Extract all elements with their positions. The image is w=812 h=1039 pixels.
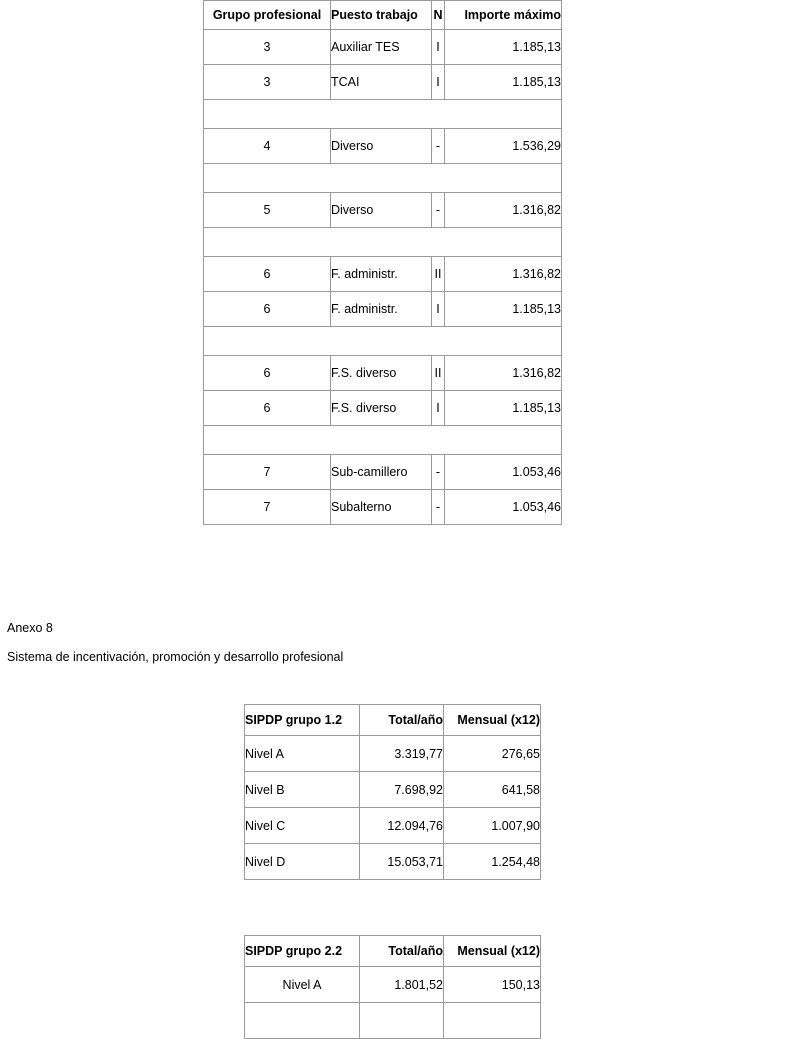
cell-grupo: 7 <box>204 455 331 490</box>
cell-puesto: F.S. diverso <box>331 356 432 391</box>
table-spacer-row <box>204 426 562 455</box>
cell-puesto: F.S. diverso <box>331 391 432 426</box>
cell-n: - <box>432 455 445 490</box>
table-row <box>204 30 562 65</box>
cell-puesto: F. administr. <box>331 292 432 327</box>
table-row <box>204 490 562 525</box>
anexo-heading: Anexo 8 <box>7 621 53 635</box>
cell-n: II <box>432 257 445 292</box>
cell-n: I <box>432 391 445 426</box>
sipdp-grupo-2-2-table-container <box>244 935 541 1039</box>
cell-importe: 1.185,13 <box>445 30 562 65</box>
column-header-sipdp-grupo: SIPDP grupo 2.2 <box>245 936 360 967</box>
cell-importe: 1.185,13 <box>445 292 562 327</box>
column-header-n: N <box>432 1 445 30</box>
table-row <box>245 844 541 880</box>
column-header-total-ano: Total/año <box>360 705 444 736</box>
cell-grupo: 6 <box>204 292 331 327</box>
cell-n: II <box>432 356 445 391</box>
cell-nivel: Nivel D <box>245 844 360 880</box>
cell-n: - <box>432 129 445 164</box>
column-header-puesto-trabajo: Puesto trabajo <box>331 1 432 30</box>
table-row <box>204 356 562 391</box>
cell-mensual: 641,58 <box>444 772 541 808</box>
cell-total: 1.801,52 <box>360 967 444 1003</box>
cell-importe: 1.316,82 <box>445 193 562 228</box>
cell-importe: 1.536,29 <box>445 129 562 164</box>
cell-nivel <box>245 1003 360 1039</box>
table-row <box>204 455 562 490</box>
table-row <box>245 736 541 772</box>
cell-nivel: Nivel C <box>245 808 360 844</box>
cell-grupo: 3 <box>204 30 331 65</box>
column-header-grupo-profesional: Grupo profesional <box>204 1 331 30</box>
cell-nivel: Nivel B <box>245 772 360 808</box>
cell-grupo: 4 <box>204 129 331 164</box>
cell-grupo: 3 <box>204 65 331 100</box>
cell-total: 12.094,76 <box>360 808 444 844</box>
cell-grupo: 6 <box>204 356 331 391</box>
cell-importe: 1.185,13 <box>445 65 562 100</box>
cell-grupo: 6 <box>204 257 331 292</box>
column-header-mensual: Mensual (x12) <box>444 705 541 736</box>
cell-importe: 1.053,46 <box>445 490 562 525</box>
cell-spacer <box>204 426 562 455</box>
sipdp-grupo-1-2-table <box>244 704 541 880</box>
cell-mensual: 150,13 <box>444 967 541 1003</box>
cell-spacer <box>204 164 562 193</box>
table-row <box>245 772 541 808</box>
cell-total <box>360 1003 444 1039</box>
cell-nivel: Nivel A <box>245 967 360 1003</box>
cell-total: 3.319,77 <box>360 736 444 772</box>
cell-importe: 1.316,82 <box>445 257 562 292</box>
cell-puesto: F. administr. <box>331 257 432 292</box>
cell-n: I <box>432 65 445 100</box>
cell-puesto: TCAI <box>331 65 432 100</box>
grupo-profesional-table-container <box>203 0 562 525</box>
table-spacer-row <box>204 228 562 257</box>
sipdp-grupo-1-2-table-container <box>244 704 541 880</box>
table-row <box>204 193 562 228</box>
cell-n: - <box>432 490 445 525</box>
table-row <box>245 808 541 844</box>
cell-nivel: Nivel A <box>245 736 360 772</box>
table-spacer-row <box>204 164 562 193</box>
table-header-row <box>204 1 562 30</box>
cell-grupo: 6 <box>204 391 331 426</box>
cell-spacer <box>204 327 562 356</box>
cell-spacer <box>204 228 562 257</box>
cell-grupo: 7 <box>204 490 331 525</box>
column-header-sipdp-grupo: SIPDP grupo 1.2 <box>245 705 360 736</box>
cell-mensual: 276,65 <box>444 736 541 772</box>
table-header-row <box>245 936 541 967</box>
column-header-importe-maximo: Importe máximo <box>445 1 562 30</box>
cell-importe: 1.185,13 <box>445 391 562 426</box>
cell-n: - <box>432 193 445 228</box>
cell-puesto: Diverso <box>331 129 432 164</box>
cell-mensual: 1.007,90 <box>444 808 541 844</box>
column-header-mensual: Mensual (x12) <box>444 936 541 967</box>
cell-puesto: Sub-camillero <box>331 455 432 490</box>
table-row <box>245 967 541 1003</box>
table-header-row <box>245 705 541 736</box>
cell-n: I <box>432 30 445 65</box>
table-row <box>245 1003 541 1039</box>
table-row <box>204 65 562 100</box>
table-spacer-row <box>204 327 562 356</box>
anexo-subtitle: Sistema de incentivación, promoción y desarrollo profesional <box>7 650 344 664</box>
cell-importe: 1.316,82 <box>445 356 562 391</box>
table-row <box>204 292 562 327</box>
cell-mensual: 1.254,48 <box>444 844 541 880</box>
cell-puesto: Auxiliar TES <box>331 30 432 65</box>
table-row <box>204 391 562 426</box>
table-spacer-row <box>204 100 562 129</box>
cell-puesto: Diverso <box>331 193 432 228</box>
cell-n: I <box>432 292 445 327</box>
cell-total: 7.698,92 <box>360 772 444 808</box>
cell-spacer <box>204 100 562 129</box>
table-row <box>204 257 562 292</box>
sipdp-grupo-2-2-table <box>244 935 541 1039</box>
grupo-profesional-table <box>203 0 562 525</box>
column-header-total-ano: Total/año <box>360 936 444 967</box>
table-row <box>204 129 562 164</box>
cell-importe: 1.053,46 <box>445 455 562 490</box>
cell-mensual <box>444 1003 541 1039</box>
cell-puesto: Subalterno <box>331 490 432 525</box>
cell-grupo: 5 <box>204 193 331 228</box>
cell-total: 15.053,71 <box>360 844 444 880</box>
